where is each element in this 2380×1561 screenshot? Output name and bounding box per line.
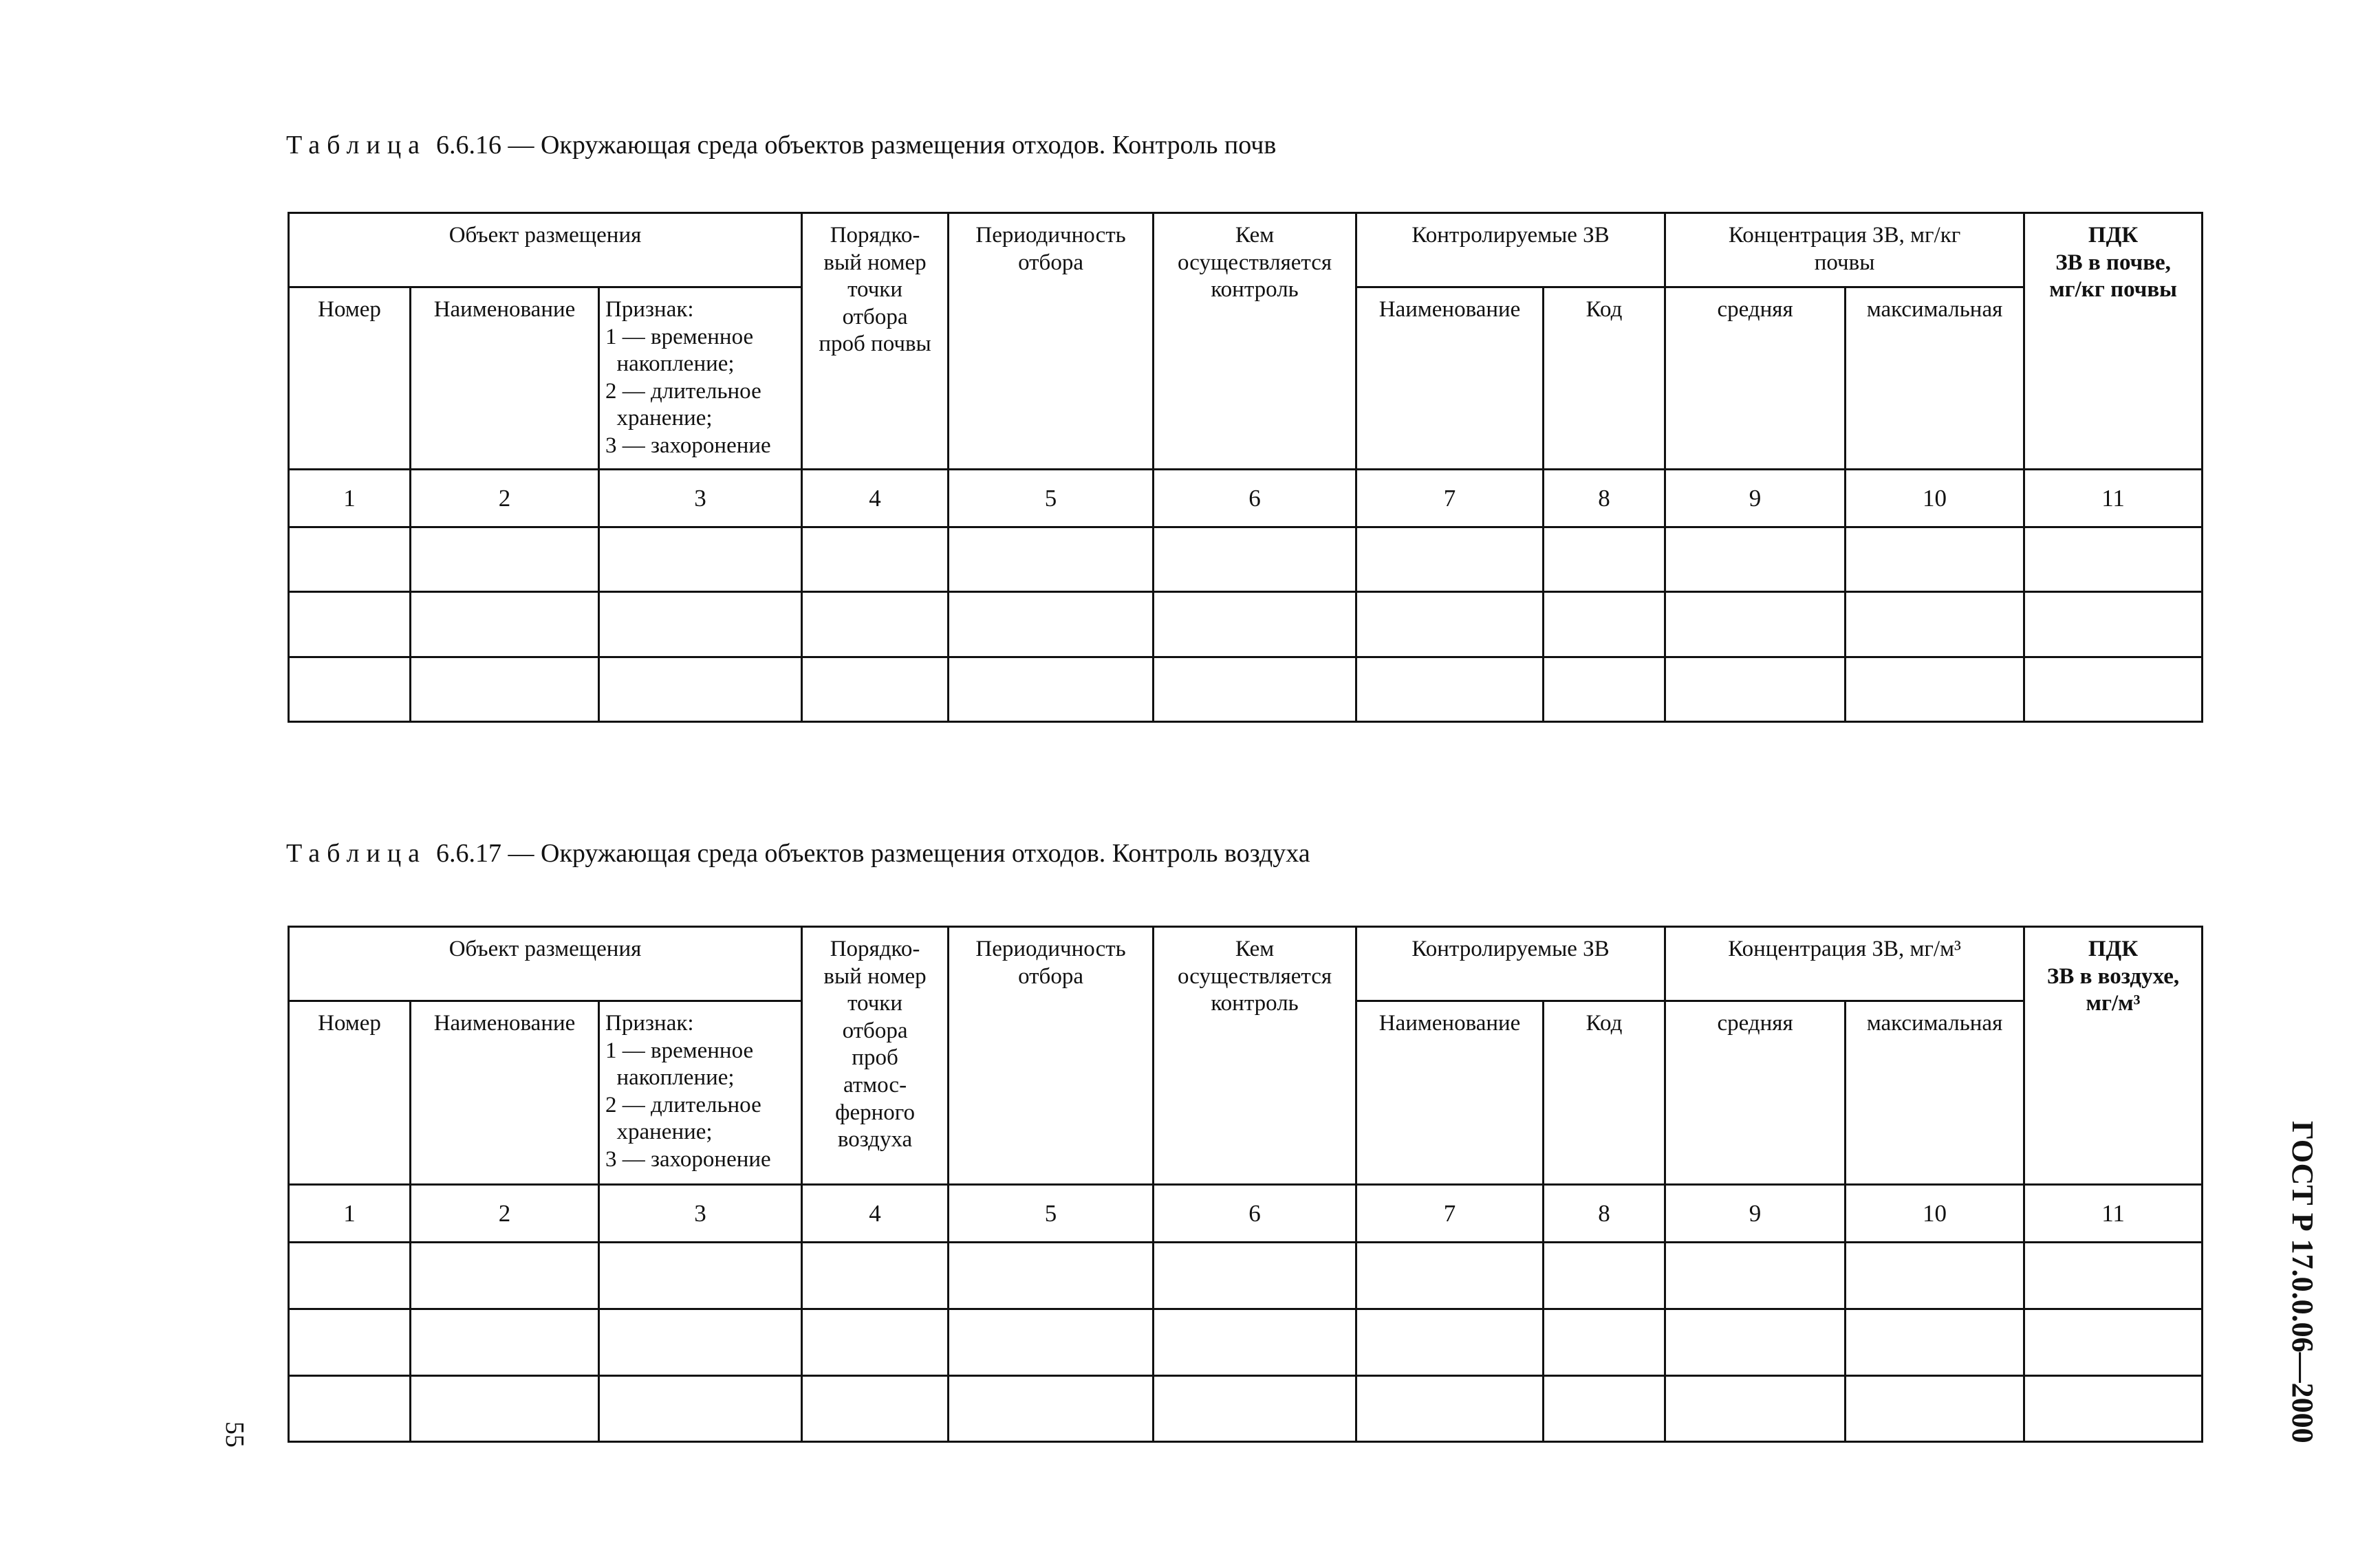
header-periodicity: Периодичность отбора [949, 927, 1154, 1185]
column-number: 9 [1665, 470, 1846, 527]
header-periodicity: Периодичность отбора [949, 213, 1154, 470]
column-number: 4 [802, 470, 949, 527]
empty-cell[interactable] [1846, 1309, 2024, 1376]
header-number: Номер [289, 1001, 411, 1185]
air-control-table [288, 926, 2203, 1443]
caption-text: 6.6.16 — Окружающая среда объектов размещения отходов. Контроль почв [436, 131, 1277, 160]
empty-cell[interactable] [1665, 1243, 1846, 1309]
soil-control-table [288, 212, 2203, 723]
column-number: 7 [1356, 470, 1544, 527]
header-controlled-substances: Контролируемые ЗВ [1356, 927, 1665, 1001]
column-number: 6 [1154, 470, 1356, 527]
empty-cell[interactable] [802, 1309, 949, 1376]
header-who-controls: Кем осуществляется контроль [1154, 927, 1356, 1185]
empty-cell[interactable] [1544, 1243, 1665, 1309]
caption-text: 6.6.17 — Окружающая среда объектов размещения отходов. Контроль воздуха [436, 839, 1310, 868]
empty-cell[interactable] [599, 1243, 802, 1309]
caption-word: Таблица [286, 839, 427, 868]
header-name: Наименование [411, 1001, 599, 1185]
empty-cell[interactable] [802, 657, 949, 722]
column-number: 11 [2024, 1185, 2203, 1243]
header-attribute: Признак: 1 — временное накопление; 2 — длительное хранение; 3 — захоронение [599, 287, 802, 470]
empty-cell[interactable] [1846, 1243, 2024, 1309]
empty-cell[interactable] [411, 527, 599, 592]
column-number: 3 [599, 470, 802, 527]
empty-cell[interactable] [289, 657, 411, 722]
empty-cell[interactable] [1665, 1309, 1846, 1376]
empty-cell[interactable] [289, 1243, 411, 1309]
empty-cell[interactable] [1356, 1309, 1544, 1376]
empty-cell[interactable] [289, 527, 411, 592]
column-number: 9 [1665, 1185, 1846, 1243]
empty-cell[interactable] [2024, 1309, 2203, 1376]
table-row [289, 1243, 2203, 1309]
empty-cell[interactable] [1154, 1376, 1356, 1442]
empty-cell[interactable] [1846, 527, 2024, 592]
empty-cell[interactable] [802, 1243, 949, 1309]
empty-cell[interactable] [949, 1243, 1154, 1309]
header-name: Наименование [411, 287, 599, 470]
empty-cell[interactable] [1846, 592, 2024, 657]
empty-cell[interactable] [1356, 527, 1544, 592]
empty-cell[interactable] [1665, 527, 1846, 592]
column-number: 10 [1846, 1185, 2024, 1243]
table-caption-air [286, 840, 1310, 866]
empty-cell[interactable] [2024, 657, 2203, 722]
empty-cell[interactable] [802, 1376, 949, 1442]
empty-cell[interactable] [411, 592, 599, 657]
header-average: средняя [1665, 287, 1846, 470]
empty-cell[interactable] [289, 1376, 411, 1442]
header-code: Код [1544, 1001, 1665, 1185]
empty-cell[interactable] [949, 1309, 1154, 1376]
header-number: Номер [289, 287, 411, 470]
header-object: Объект размещения [289, 927, 802, 1001]
column-number: 5 [949, 470, 1154, 527]
header-attribute: Признак: 1 — временное накопление; 2 — длительное хранение; 3 — захоронение [599, 1001, 802, 1185]
header-maximum: максимальная [1846, 287, 2024, 470]
empty-cell[interactable] [1154, 1309, 1356, 1376]
column-number: 6 [1154, 1185, 1356, 1243]
header-point-number: Порядко- вый номер точки отбора проб атмос- ферного воздуха [802, 927, 949, 1185]
empty-cell[interactable] [1356, 1243, 1544, 1309]
empty-cell[interactable] [289, 592, 411, 657]
empty-cell[interactable] [1846, 657, 2024, 722]
column-number: 1 [289, 470, 411, 527]
table-caption-soil [286, 132, 1276, 158]
empty-cell[interactable] [949, 527, 1154, 592]
empty-cell[interactable] [949, 592, 1154, 657]
empty-cell[interactable] [1154, 592, 1356, 657]
empty-cell[interactable] [599, 1376, 802, 1442]
header-pdk: ПДК ЗВ в воздухе, мг/м³ [2024, 927, 2203, 1185]
empty-cell[interactable] [1356, 592, 1544, 657]
header-maximum: максимальная [1846, 1001, 2024, 1185]
header-average: средняя [1665, 1001, 1846, 1185]
header-controlled-substances: Контролируемые ЗВ [1356, 213, 1665, 287]
column-number: 8 [1544, 470, 1665, 527]
empty-cell[interactable] [1154, 527, 1356, 592]
page-number: 55 [220, 1421, 249, 1448]
header-concentration: Концентрация ЗВ, мг/м³ [1665, 927, 2024, 1001]
empty-cell[interactable] [1154, 657, 1356, 722]
column-number: 10 [1846, 470, 2024, 527]
column-number: 3 [599, 1185, 802, 1243]
empty-cell[interactable] [1544, 592, 1665, 657]
empty-cell[interactable] [599, 527, 802, 592]
table-row [289, 592, 2203, 657]
empty-cell[interactable] [802, 527, 949, 592]
empty-cell[interactable] [2024, 592, 2203, 657]
empty-cell[interactable] [411, 657, 599, 722]
column-number: 7 [1356, 1185, 1544, 1243]
header-object: Объект размещения [289, 213, 802, 287]
empty-cell[interactable] [1665, 1376, 1846, 1442]
empty-cell[interactable] [1544, 1309, 1665, 1376]
header-substance-name: Наименование [1356, 287, 1544, 470]
header-substance-name: Наименование [1356, 1001, 1544, 1185]
column-number: 1 [289, 1185, 411, 1243]
empty-cell[interactable] [599, 592, 802, 657]
empty-cell[interactable] [1154, 1243, 1356, 1309]
column-number: 8 [1544, 1185, 1665, 1243]
table-row [289, 527, 2203, 592]
column-number: 5 [949, 1185, 1154, 1243]
empty-cell[interactable] [1665, 592, 1846, 657]
empty-cell[interactable] [1356, 1376, 1544, 1442]
header-point-number: Порядко- вый номер точки отбора проб почвы [802, 213, 949, 470]
empty-cell[interactable] [411, 1376, 599, 1442]
empty-cell[interactable] [2024, 527, 2203, 592]
empty-cell[interactable] [1544, 527, 1665, 592]
empty-cell[interactable] [1544, 1376, 1665, 1442]
empty-cell[interactable] [1846, 1376, 2024, 1442]
table-row [289, 1376, 2203, 1442]
empty-cell[interactable] [2024, 1243, 2203, 1309]
empty-cell[interactable] [599, 657, 802, 722]
empty-cell[interactable] [949, 1376, 1154, 1442]
caption-word: Таблица [286, 131, 427, 160]
empty-cell[interactable] [1665, 657, 1846, 722]
empty-cell[interactable] [411, 1243, 599, 1309]
empty-cell[interactable] [289, 1309, 411, 1376]
header-code: Код [1544, 287, 1665, 470]
empty-cell[interactable] [411, 1309, 599, 1376]
standard-id: ГОСТ Р 17.0.0.06—2000 [2286, 1121, 2319, 1443]
empty-cell[interactable] [2024, 1376, 2203, 1442]
column-number: 11 [2024, 470, 2203, 527]
empty-cell[interactable] [949, 657, 1154, 722]
header-pdk: ПДК ЗВ в почве, мг/кг почвы [2024, 213, 2203, 470]
header-concentration: Концентрация ЗВ, мг/кг почвы [1665, 213, 2024, 287]
empty-cell[interactable] [599, 1309, 802, 1376]
column-number: 2 [411, 470, 599, 527]
column-number: 4 [802, 1185, 949, 1243]
empty-cell[interactable] [1356, 657, 1544, 722]
header-who-controls: Кем осуществляется контроль [1154, 213, 1356, 470]
empty-cell[interactable] [1544, 657, 1665, 722]
column-number: 2 [411, 1185, 599, 1243]
table-row [289, 657, 2203, 722]
empty-cell[interactable] [802, 592, 949, 657]
table-row [289, 1309, 2203, 1376]
